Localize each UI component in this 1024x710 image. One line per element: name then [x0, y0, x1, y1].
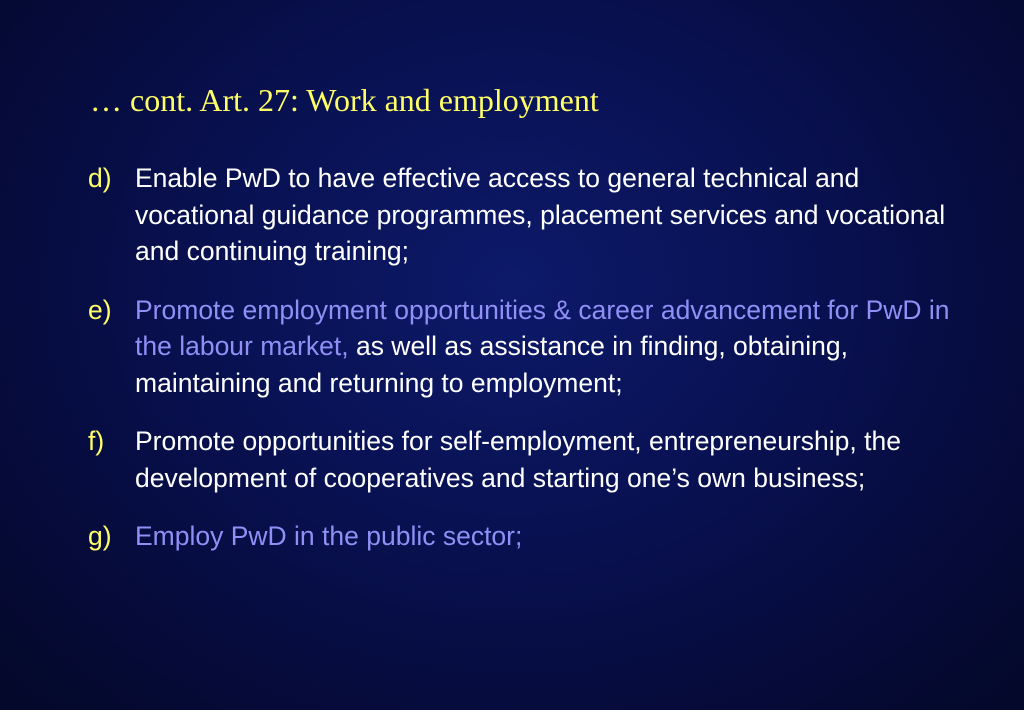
list-marker: e)	[88, 294, 112, 325]
list-marker: g)	[88, 521, 112, 551]
slide-title: … cont. Art. 27: Work and employment	[90, 82, 599, 118]
list-item-f	[88, 423, 978, 496]
list-item-d	[88, 160, 978, 270]
item-text: as well as assistance in finding, obtaining, maintaining and returning to employment;	[135, 331, 848, 398]
list-item-e	[88, 292, 978, 402]
item-text: Enable PwD to have effective access to general technical and vocational guidance programmes, placement services and vocational and continuing training;	[135, 163, 946, 266]
list-marker: f)	[88, 426, 105, 456]
highlighted-text: Employ PwD in the public sector;	[135, 521, 523, 551]
list-item-g	[88, 518, 978, 555]
highlighted-text: Promote employment opportunities & career advancement for PwD in the labour market,	[135, 294, 950, 361]
item-text: Promote opportunities for self-employment, entrepreneurship, the development of cooperatives and starting one’s own business;	[135, 426, 901, 493]
bullet-list	[88, 160, 978, 577]
list-marker: d)	[88, 163, 112, 193]
